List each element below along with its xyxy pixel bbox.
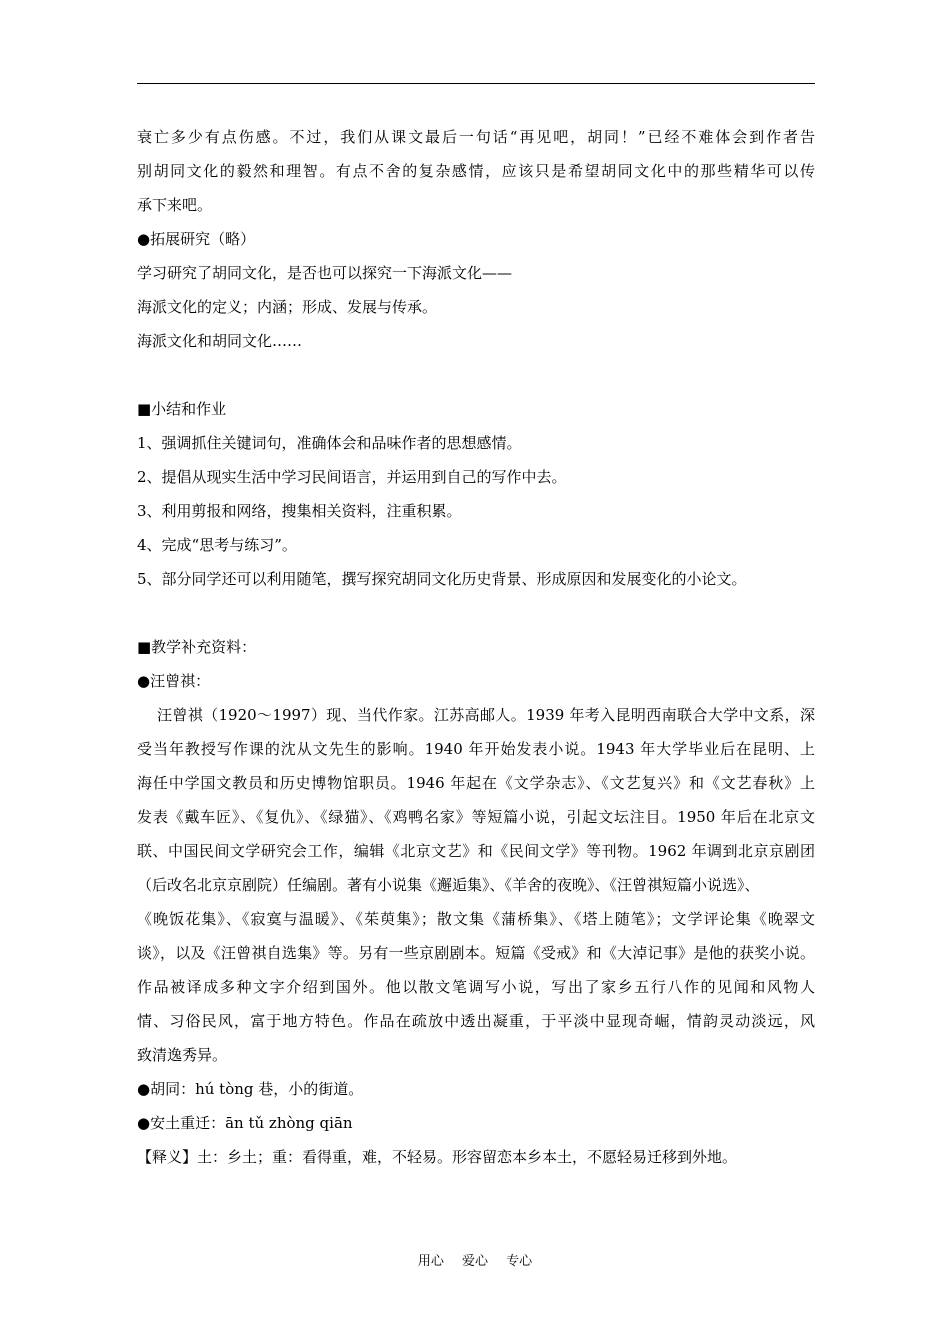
text-line: 海派文化和胡同文化…… [137, 332, 303, 350]
footer-word: 用心 [417, 1254, 444, 1269]
supplement-section [137, 630, 815, 1174]
text-line: 致清逸秀异。 [137, 1046, 228, 1064]
hutong-entry: ●胡同：hú tòng 巷，小的街道。 [137, 1080, 364, 1098]
text-line: 汪曾祺（1920～1997）现、当代作家。江苏高邮人。1939 年考入昆明西南联合大学中文系，深 [157, 706, 815, 724]
text-line: 海派文化的定义；内涵；形成、发展与传承。 [137, 298, 438, 316]
spacer [137, 596, 815, 630]
text-line: （后改名北京京剧院）任编剧。著有小说集《邂逅集》、《羊舍的夜晚》、《汪曾祺短篇小说选》、 [137, 876, 760, 894]
text-line: 衰亡多少有点伤感。不过，我们从课文最后一句话“再见吧，胡同！”已经不难体会到作者告 [137, 128, 815, 146]
supplement-heading: ■教学补充资料： [137, 638, 257, 656]
summary-section [137, 392, 815, 596]
list-item: 3、利用剪报和网络，搜集相关资料，注重积累。 [137, 502, 462, 520]
text-line: 《晚饭花集》、《寂寞与温暖》、《茱萸集》；散文集《蒲桥集》、《塔上随笔》；文学评论集《晚翠文 [137, 910, 815, 928]
list-item: 4、完成“思考与练习”。 [137, 536, 297, 554]
list-item: 5、部分同学还可以利用随笔，撰写探究胡同文化历史背景、形成原因和发展变化的小论文。 [137, 570, 747, 588]
header-rule [137, 83, 815, 84]
text-line: 谈》，以及《汪曾祺自选集》等。另有一些京剧剧本。短篇《受戒》和《大淖记事》是他的获奖小说。 [137, 944, 815, 962]
text-line: 联、中国民间文学研究会工作，编辑《北京文艺》和《民间文学》等刊物。1962 年调到北京京剧团 [137, 842, 815, 860]
text-line: 别胡同文化的毅然和理智。有点不舍的复杂感情，应该只是希望胡同文化中的那些精华可以传 [137, 162, 815, 180]
text-line: 海任中学国文教员和历史博物馆职员。1946 年起在《文学杂志》、《文艺复兴》和《文艺春秋》上 [137, 774, 815, 792]
text-line: 情、习俗民风，富于地方特色。作品在疏放中透出凝重，于平淡中显现奇崛，情韵灵动淡远，风 [137, 1012, 815, 1030]
extension-section [137, 222, 815, 358]
document-body [137, 120, 815, 1174]
text-line: 作品被译成多种文字介绍到国外。他以散文笔调写小说，写出了家乡五行八作的见闻和风物人 [137, 978, 815, 996]
list-item: 1、强调抓住关键词句，准确体会和品味作者的思想感情。 [137, 434, 522, 452]
author-bio [137, 698, 815, 1072]
intro-paragraph [137, 120, 815, 222]
text-line: 承下来吧。 [137, 196, 213, 214]
antu-entry: ●安土重迁：ān tǔ zhòng qiān [137, 1114, 353, 1132]
text-line: 受当年教授写作课的沈从文先生的影响。1940 年开始发表小说。1943 年大学毕业后在昆明、上 [137, 740, 815, 758]
text-line: 发表《戴车匠》、《复仇》、《绿猫》、《鸡鸭名家》等短篇小说，引起文坛注目。1950 年后在北京文 [137, 808, 815, 826]
definition-entry: 【释义】土：乡土；重：看得重，难，不轻易。形容留恋本乡本土，不愿轻易迁移到外地。 [137, 1148, 738, 1166]
summary-heading: ■小结和作业 [137, 400, 227, 418]
text-line: 学习研究了胡同文化，是否也可以探究一下海派文化—— [137, 264, 513, 282]
extension-heading: ●拓展研究（略） [137, 230, 256, 248]
author-heading: ●汪曾祺： [137, 672, 211, 690]
page-footer [0, 1250, 950, 1269]
spacer [137, 358, 815, 392]
footer-word: 专心 [506, 1254, 533, 1269]
footer-word: 爱心 [461, 1254, 488, 1269]
list-item: 2、提倡从现实生活中学习民间语言，并运用到自己的写作中去。 [137, 468, 567, 486]
